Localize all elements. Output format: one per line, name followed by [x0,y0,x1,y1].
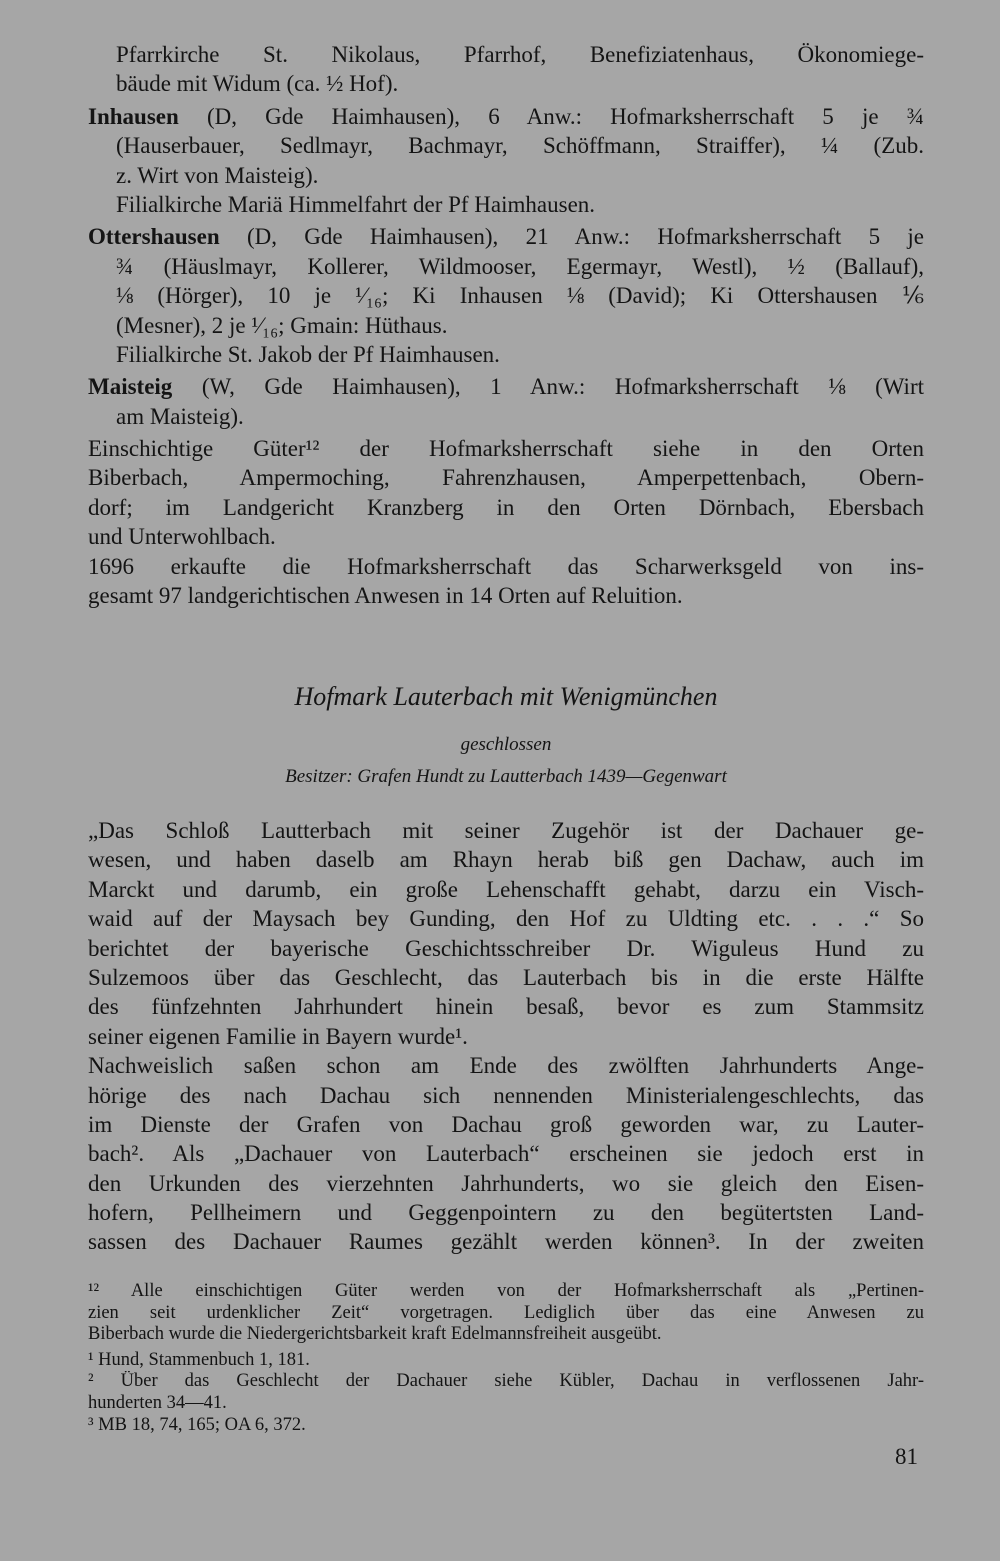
footnote-line: zien seit urdenklicher Zeit“ vorgetragen. Lediglich über das eine Anwesen zu [88,1302,924,1323]
place-name: Inhausen [88,103,179,129]
top-section [88,40,924,610]
body-text [88,816,924,1257]
footnote-line: hunderten 34—41. [88,1392,227,1413]
text-line: gesamt 97 landgerichtischen Anwesen in 14 Orten auf Reluition. [88,583,683,609]
text-line: z. Wirt von Maisteig). [116,162,319,188]
place-name: Maisteig [88,374,173,400]
section-owner: Besitzer: Grafen Hundt zu Lautterbach 1439—Gegenwart [285,766,727,787]
text-line: waid auf der Maysach bey Gunding, den Hof zu Uldting etc. . . .“ So [88,906,924,932]
entry-inhausen [88,102,924,131]
text-line: sassen des Dachauer Raumes gezählt werden können³. In der zweiten [88,1229,924,1255]
text-line: bach². Als „Dachauer von Lauterbach“ erscheinen sie jedoch erst in [88,1141,924,1167]
footnote-line: ¹² Alle einschichtigen Güter werden von der Hofmarksherrschaft als „Pertinen- [88,1281,924,1301]
text-line: Sulzemoos über das Geschlecht, das Lauterbach bis in die erste Hälfte [88,964,924,990]
footnote-1: ¹ Hund, Stammenbuch 1, 181. [88,1349,310,1370]
text-line: dorf; im Landgericht Kranzberg in den Orten Dörnbach, Ebersbach [88,494,924,520]
footnote-3: ³ MB 18, 74, 165; OA 6, 372. [88,1414,306,1435]
text-line: Nachweislich saßen schon am Ende des zwölften Jahrhunderts Ange- [88,1053,924,1079]
text-line: (D, Gde Haimhausen), 6 Anw.: Hofmarksherrschaft 5 je ¾ [178,103,924,129]
footnote-line: Biberbach wurde die Niedergerichtsbarkeit kraft Edelmannsfreiheit ausgeübt. [88,1324,662,1345]
text-line: berichtet der bayerische Geschichtsschreiber Dr. Wiguleus Hund zu [88,935,924,961]
text-line: wesen, und haben daselb am Rhayn herab biß gen Dachaw, auch im [88,847,924,873]
section-title: Hofmark Lauterbach mit Wenigmünchen [294,682,718,711]
text-line: Filialkirche St. Jakob der Pf Haimhausen. [116,341,500,367]
text-line: am Maisteig). [116,403,244,429]
text-line: und Unterwohlbach. [88,524,276,550]
text-line: hörige des nach Dachau sich nennenden Ministerialengeschlechts, das [88,1082,924,1108]
text-line: des fünfzehnten Jahrhundert hinein besaß, bevor es zum Stammsitz [88,994,924,1020]
text-line: ¾ (Häuslmayr, Kollerer, Wildmooser, Egermayr, Westl), ½ (Ballauf), [116,253,924,279]
text-line: (D, Gde Haimhausen), 21 Anw.: Hofmarksherrschaft 5 je [219,224,924,250]
text-line: Filialkirche Mariä Himmelfahrt der Pf Haimhausen. [116,191,596,217]
entry-ottershausen [88,222,924,251]
text-line: ⅛ (Hörger), 10 je ¹⁄₁₆; Ki Inhausen ⅛ (David); Ki Ottershausen ⅙ [116,283,924,309]
text-line: „Das Schloß Lautterbach mit seiner Zugehör ist der Dachauer ge- [88,818,924,843]
text-line: 1696 erkaufte die Hofmarksherrschaft das Scharwerksgeld von ins- [88,553,924,579]
text-line: seiner eigenen Familie in Bayern wurde¹. [88,1023,468,1049]
text-line: bäude mit Widum (ca. ½ Hof). [116,71,399,97]
text-line: den Urkunden des vierzehnten Jahrhunderts, wo sie gleich den Eisen- [88,1170,924,1196]
footnotes [88,1281,924,1436]
text-line: (W, Gde Haimhausen), 1 Anw.: Hofmarksherrschaft ⅛ (Wirt [172,374,924,400]
text-line: hofern, Pellheimern und Geggenpointern zu den begütertsten Land- [88,1200,924,1226]
place-name: Ottershausen [88,224,220,250]
entry-maisteig [88,372,924,401]
footnote-line: ² Über das Geschlecht der Dachauer siehe Kübler, Dachau in verflossenen Jahr- [88,1371,924,1392]
page-number: 81 [895,1444,918,1469]
text-line: im Dienste der Grafen von Dachau groß geworden war, zu Lauter- [88,1111,924,1137]
text-line: Pfarrkirche St. Nikolaus, Pfarrhof, Benefiziatenhaus, Ökonomiege- [116,42,924,67]
text-line: Biberbach, Ampermoching, Fahrenzhausen, Amperpettenbach, Obern- [88,465,924,491]
text-line: (Hauserbauer, Sedlmayr, Bachmayr, Schöffmann, Straiffer), ¼ (Zub. [116,133,924,159]
section-status: geschlossen [460,734,552,755]
text-line: Einschichtige Güter¹² der Hofmarksherrschaft siehe in den Orten [88,436,924,462]
text-line: (Mesner), 2 je ¹⁄₁₆; Gmain: Hüthaus. [116,312,448,338]
text-line: Marckt und darumb, ein große Lehenschafft gehabt, darzu ein Visch- [88,876,924,902]
